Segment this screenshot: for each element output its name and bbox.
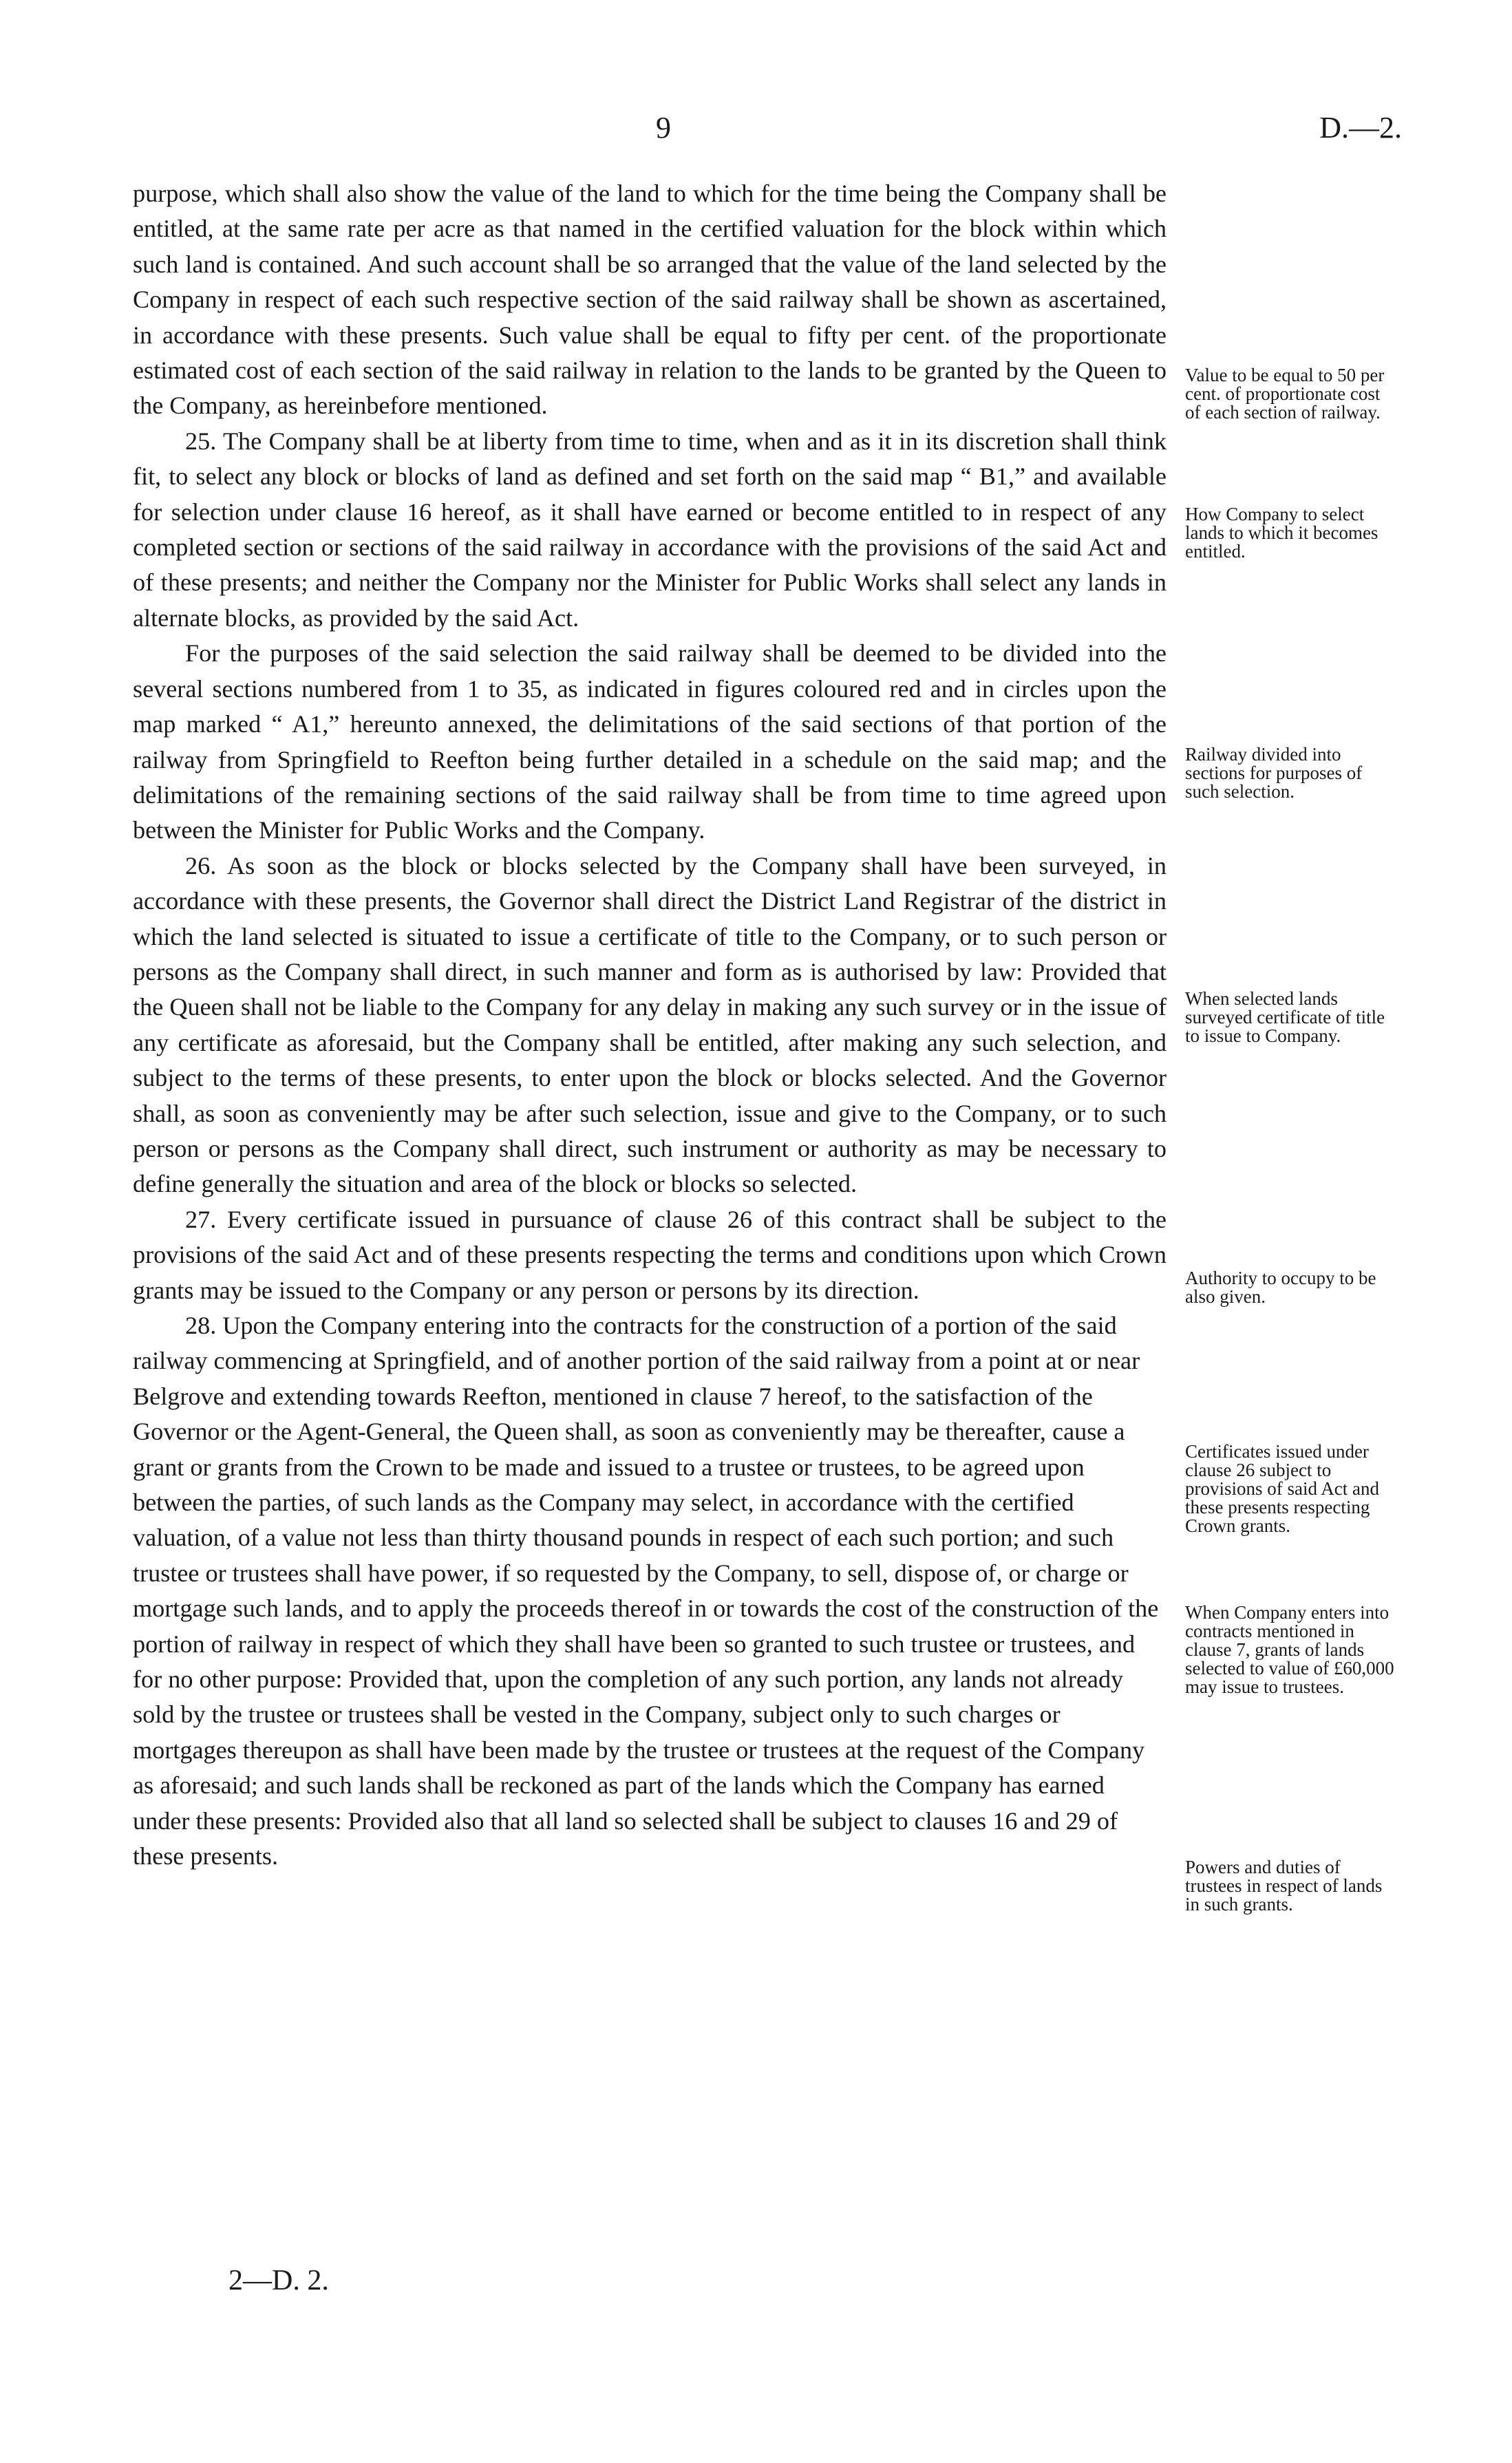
marginal-note-how-select: How Company to select lands to which it becomes entitled.: [1185, 504, 1378, 562]
page-header: [0, 110, 1512, 158]
marginal-note-certificates-issued: Certificates issued under clause 26 subject to provisions of said Act and these presents respecting Crown grants.: [1185, 1441, 1379, 1536]
page-signature: 2—D. 2.: [228, 2265, 329, 2296]
paragraph-text: The Company shall be at liberty from time to time, when and as it in its discretion shall think fit, to select any block or blocks of land as defined and set forth on the said map “ B1,” and available for selection under clause 16 hereof, as it shall have earned or become entitled to in respect of any completed section or sections of the said railway in accordance with the provisions of the said Act and of these presents; and neither the Company nor the Minister for Public Works shall select any lands in alternate blocks, as provided by the said Act.: [133, 427, 1167, 632]
document-reference: D.—2.: [1319, 111, 1402, 145]
marginal-note-value-equal: Value to be equal to 50 per cent. of proportionate cost of each section of railway.: [1185, 365, 1385, 423]
clause-number: 27.: [185, 1205, 217, 1233]
clause-number: 28.: [185, 1312, 217, 1339]
clause-25: [133, 424, 1167, 636]
page-number: 9: [656, 111, 671, 145]
paragraph-text: Every certificate issued in pursuance of clause 26 of this contract shall be subject to the provisions of the said Act and of these presents respecting the terms and conditions upon which Crown grants may be issued to the Company or any person or persons by its direction.: [133, 1205, 1167, 1304]
paragraph-24-continued: [133, 176, 1167, 424]
marginal-note-railway-divided: Railway divided into sections for purposes of such selection.: [1185, 744, 1363, 802]
marginal-note-grants-to-trustees: When Company enters into contracts mentioned in clause 7, grants of lands selected to value of £60,000 may issue to trustees.: [1185, 1602, 1394, 1697]
paragraph-text: Upon the Company entering into the contracts for the construction of a portion of the said railway commencing at Springfield, and of another portion of the said railway from a point at or near Belgrove and extending towards Reefton, mentioned in clause 7 hereof, to the satisfaction of the Governor or the Agent-General, the Queen shall, as soon as conveniently may be thereafter, cause a grant or grants from the Crown to be made and issued to a trustee or trustees, to be agreed upon between the parties, of such lands as the Company may select, in accordance with the certified valuation, of a value not less than thirty thousand pounds in respect of each such portion; and such trustee or trustees shall have power, if so requested by the Company, to sell, dispose of, or charge or mortgage such lands, and to apply the proceeds thereof in or towards the cost of the construction of the portion of railway in respect of which they shall have been so granted to such trustee or trustees, and for no other purpose: Provided that, upon the completion of any such portion, any lands not already sold by the trustee or trustees shall be vested in the Company, subject only to such charges or mortgages thereupon as shall have been made by the trustee or trustees at the request of the Company as aforesaid; and such lands shall be reckoned as part of the lands which the Company has earned under these presents: Provided also that all land so selected shall be subject to clauses 16 and 29 of these presents.: [133, 1312, 1159, 1870]
paragraph-text: As soon as the block or blocks selected by the Company shall have been surveyed, in accordance with these presents, the Governor shall direct the District Land Registrar of the district in which the land selected is situated to issue a certificate of title to the Company, or to such person or persons as the Company shall direct, in such manner and form as is authorised by law: Provided that the Queen shall not be liable to the Company for any delay in making any such survey or in the issue of any certificate as aforesaid, but the Company shall be entitled, after making any such selection, and subject to the terms of these presents, to enter upon the block or blocks selected. And the Governor shall, as soon as conveniently may be after such selection, issue and give to the Company, or to such person or persons as the Company shall direct, such instrument or authority as may be necessary to define generally the situation and area of the block or blocks so selected.: [133, 851, 1167, 1198]
main-text: [133, 176, 1167, 1875]
clause-25-selection-sections: [133, 636, 1167, 848]
clause-27: [133, 1202, 1167, 1308]
marginal-note-trustee-powers: Powers and duties of trustees in respect of lands in such grants.: [1185, 1857, 1383, 1915]
marginal-note-certificate-of-title: When selected lands surveyed certificate of title to issue to Company.: [1185, 988, 1385, 1046]
marginal-note-authority-occupy: Authority to occupy to be also given.: [1185, 1268, 1376, 1307]
clause-number: 26.: [185, 851, 217, 879]
paragraph-text: For the purposes of the said selection the said railway shall be deemed to be divided into the several sections numbered from 1 to 35, as indicated in figures coloured red and in circles upon the map marked “ A1,” hereunto annexed, the delimitations of the said sections of that portion of the railway from Springfield to Reefton being further detailed in a schedule on the said map; and the delimitations of the remaining sections of the said railway shall be from time to time agreed upon between the Minister for Public Works and the Company.: [133, 639, 1167, 844]
clause-number: 25.: [185, 427, 217, 455]
clause-26: [133, 849, 1167, 1202]
paragraph-text: purpose, which shall also show the value of the land to which for the time being the Company shall be entitled, at the same rate per acre as that named in the certified valuation for the block within which such land is contained. And such account shall be so arranged that the value of the land selected by the Company in respect of each such respective section of the said railway shall be shown as ascertained, in accordance with these presents. Such value shall be equal to fifty per cent. of the proportionate estimated cost of each section of the said railway in relation to the lands to be granted by the Queen to the Company, as hereinbefore mentioned.: [133, 180, 1167, 420]
clause-28: [133, 1308, 1167, 1875]
